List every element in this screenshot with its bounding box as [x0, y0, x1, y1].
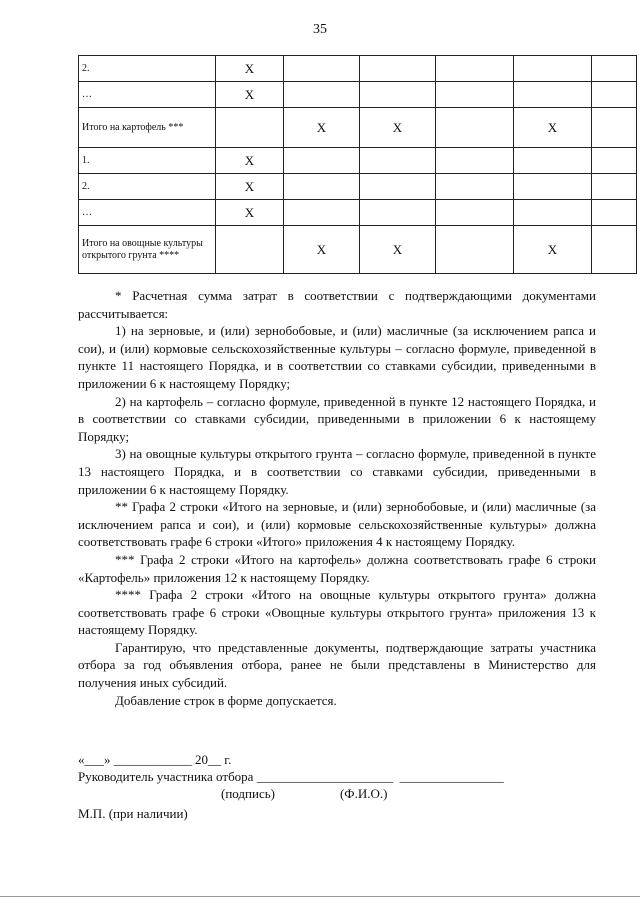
page-number: 35 [313, 22, 327, 37]
stamp-line: М.П. (при наличии) [78, 806, 188, 821]
table-row [79, 226, 637, 274]
table-cell [436, 108, 514, 148]
head-signature-line: Руководитель участника отбора _____________________ ________________ [78, 769, 504, 784]
table-cell [436, 148, 514, 174]
table-cell [284, 174, 360, 200]
table-cell [592, 108, 637, 148]
table-cell: X [360, 226, 436, 274]
date-line: «___» ____________ 20__ г. [78, 752, 232, 767]
table-cell [592, 148, 637, 174]
table-cell [436, 82, 514, 108]
row-label: 2. [79, 174, 216, 200]
note-paragraph: * Расчетная сумма затрат в соответствии с подтверждающими документами рассчитывается: [78, 288, 596, 321]
note-paragraph: 3) на овощные культуры открытого грунта – согласно формуле, приведенной в пункте 13 настоящего Порядка, и в соответствии со ставками субсидии, приведенными в приложении 6 к настоящему Порядку. [78, 446, 596, 497]
table-cell [514, 56, 592, 82]
table-cell [284, 148, 360, 174]
table-cell [360, 82, 436, 108]
table-row [79, 174, 637, 200]
table-cell [514, 174, 592, 200]
table-cell: X [514, 108, 592, 148]
table-cell [436, 200, 514, 226]
note-paragraph: 1) на зерновые, и (или) зернобобовые, и (или) масличные (за исключением рапса и сои), и (или) кормовые сельскохозяйственные культуры – согласно формуле, приведенной в пункте 11 настоящего Порядка, и в соответствии со ставками субсидии, приведенными в приложении 6 к настоящему Порядку; [78, 323, 596, 391]
footnotes-block [78, 287, 596, 709]
table-cell [284, 200, 360, 226]
table-cell: X [216, 148, 284, 174]
table-cell [514, 200, 592, 226]
table-cell: X [514, 226, 592, 274]
table-cell [592, 56, 637, 82]
note-paragraph: ** Графа 2 строки «Итого на зерновые, и (или) зернобобовые, и (или) масличные (за исключением рапса и сои), и (или) кормовые сельскохозяйственные культуры» должна соответствовать графе 6 строки «Итого» приложения 4 к настоящему Порядку. [78, 499, 596, 550]
table-cell: X [360, 108, 436, 148]
table-cell [216, 108, 284, 148]
table-cell [360, 200, 436, 226]
note-paragraph: 2) на картофель – согласно формуле, приведенной в пункте 12 настоящего Порядка, и в соответствии со ставками субсидии, приведенными в приложении 6 к настоящему Порядку; [78, 393, 596, 444]
table-row [79, 148, 637, 174]
table-row [79, 200, 637, 226]
row-label: … [79, 82, 216, 108]
table-cell [592, 226, 637, 274]
table-cell: X [284, 226, 360, 274]
table-row [79, 82, 637, 108]
table-cell: X [216, 82, 284, 108]
table-cell [436, 174, 514, 200]
table-cell [514, 148, 592, 174]
table-row [79, 56, 637, 82]
table-cell [592, 174, 637, 200]
table-row [79, 108, 637, 148]
note-paragraph: **** Графа 2 строки «Итого на овощные культуры открытого грунта» должна соответствовать графе 6 строки «Овощные культуры открытого грунта» приложения 13 к настоящему Порядку. [78, 587, 596, 638]
row-label: 1. [79, 148, 216, 174]
table-cell: X [216, 56, 284, 82]
table-cell [514, 82, 592, 108]
table-cell: X [216, 174, 284, 200]
cost-table [78, 55, 637, 274]
note-paragraph: Добавление строк в форме допускается. [115, 692, 337, 708]
table-cell [436, 56, 514, 82]
row-label: Итого на овощные культуры открытого грунта **** [79, 226, 216, 274]
bottom-divider [0, 896, 640, 897]
signature-captions: (подпись) (Ф.И.О.) [78, 786, 388, 801]
row-label: 2. [79, 56, 216, 82]
table-cell [592, 82, 637, 108]
table-cell [284, 56, 360, 82]
table-cell [436, 226, 514, 274]
table-cell [360, 148, 436, 174]
note-paragraph: Гарантирую, что представленные документы, подтверждающие затраты участника отбора за год объявления отбора, ранее не были представлены в Министерство для получения иных субсидий. [78, 639, 596, 691]
table-cell [284, 82, 360, 108]
table-cell [216, 226, 284, 274]
table-cell: X [284, 108, 360, 148]
table-cell [360, 56, 436, 82]
signature-block [78, 751, 596, 822]
table-cell [360, 174, 436, 200]
table-cell: X [216, 200, 284, 226]
table-cell [592, 200, 637, 226]
row-label: … [79, 200, 216, 226]
row-label: Итого на картофель *** [79, 108, 216, 148]
note-paragraph: *** Графа 2 строки «Итого на картофель» должна соответствовать графе 6 строки «Картофель» приложения 12 к настоящему Порядку. [78, 551, 596, 585]
